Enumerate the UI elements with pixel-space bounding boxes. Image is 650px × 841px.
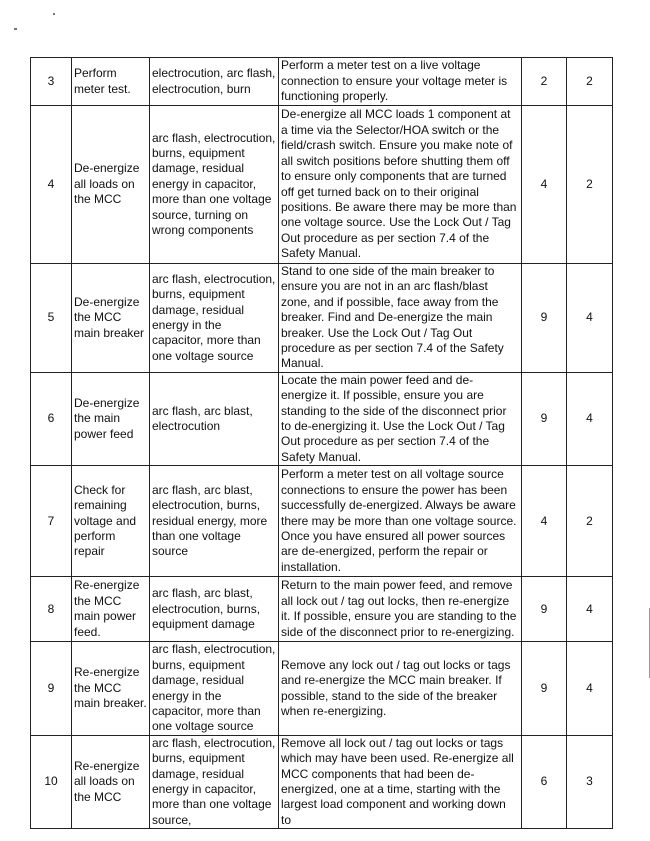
step-number: 6 [31,372,72,465]
hazards: electrocution, arc flash, electrocution, burn [150,58,279,106]
rating-before: 9 [522,642,567,735]
scan-speck [14,28,17,30]
job-step: De-energize all loads on the MCC [72,106,150,264]
rating-before: 4 [522,106,567,264]
scan-speck [53,13,55,15]
rating-after: 4 [567,372,613,465]
step-number: 9 [31,642,72,735]
job-step: De-energize the MCC main breaker [72,264,150,373]
table-row [31,106,613,264]
rating-after: 2 [567,466,613,577]
job-step: De-energize the main power feed [72,372,150,465]
rating-after: 2 [567,58,613,106]
step-number: 8 [31,577,72,642]
hazards: arc flash, arc blast, electrocution, burns, equipment damage [150,577,279,642]
job-step: Re-energize all loads on the MCC [72,735,150,828]
step-number: 5 [31,264,72,373]
hazards: arc flash, electrocution, burns, equipment damage, residual energy in capacitor, more than one voltage source, [150,735,279,828]
rating-before: 9 [522,372,567,465]
rating-before: 6 [522,735,567,828]
controls: De-energize all MCC loads 1 component at a time via the Selector/HOA switch or the field/crash switch. Ensure you make note of all switch positions before shutting them off to ensure only components that are turned off get turned back on to their original positions. Be aware there may be more than one voltage source. Use the Lock Out / Tag Out procedure as per section 7.4 of the Safety Manual. [279,106,522,264]
controls: Return to the main power feed, and remove all lock out / tag out locks, then re-energize it. If possible, ensure you are standing to the side of the disconnect prior to re-energizing. [279,577,522,642]
step-number: 4 [31,106,72,264]
rating-before: 4 [522,466,567,577]
controls: Remove all lock out / tag out locks or tags which may have been used. Re-energize all MCC components that had been de-energized, one at a time, starting with the largest load component and working down to [279,735,522,828]
controls: Remove any lock out / tag out locks or tags and re-energize the MCC main breaker. If possible, stand to the side of the breaker when re-energizing. [279,642,522,735]
table-row [31,58,613,106]
hazards: arc flash, electrocution, burns, equipment damage, residual energy in capacitor, more than one voltage source, turning on wrong components [150,106,279,264]
table-row [31,466,613,577]
job-step: Re-energize the MCC main breaker. [72,642,150,735]
controls: Perform a meter test on a live voltage connection to ensure your voltage meter is functioning properly. [279,58,522,106]
rating-after: 4 [567,642,613,735]
table-row [31,264,613,373]
rating-after: 4 [567,264,613,373]
job-step: Check for remaining voltage and perform repair [72,466,150,577]
controls: Stand to one side of the main breaker to ensure you are not in an arc flash/blast zone, and if possible, face away from the breaker. Find and De-energize the main breaker. Use the Lock Out / Tag Out procedure as per section 7.4 of the Safety Manual. [279,264,522,373]
rating-before: 9 [522,577,567,642]
job-step: Re-energize the MCC main power feed. [72,577,150,642]
job-step: Perform meter test. [72,58,150,106]
rating-before: 9 [522,264,567,373]
step-number: 3 [31,58,72,106]
table-row [31,642,613,735]
step-number: 10 [31,735,72,828]
table-row [31,372,613,465]
rating-after: 4 [567,577,613,642]
controls: Locate the main power feed and de-energize it. If possible, ensure you are standing to the side of the disconnect prior to de-energizing it. Use the Lock Out / Tag Out procedure as per section 7.4 of the Safety Manual. [279,372,522,465]
hazards: arc flash, electrocution, burns, equipment damage, residual energy in the capacitor, more than one voltage source [150,642,279,735]
hazards: arc flash, electrocution, burns, equipment damage, residual energy in the capacitor, more than one voltage source [150,264,279,373]
rating-before: 2 [522,58,567,106]
step-number: 7 [31,466,72,577]
hazards: arc flash, arc blast, electrocution [150,372,279,465]
controls: Perform a meter test on all voltage source connections to ensure the power has been successfully de-energized. Always be aware there may be more than one voltage source. Once you have ensured all power sources are de-energized, perform the repair or installation. [279,466,522,577]
table-row [31,577,613,642]
hazards: arc flash, arc blast, electrocution, burns, residual energy, more than one voltage source [150,466,279,577]
job-hazard-analysis-table [30,57,613,829]
table-row [31,735,613,828]
rating-after: 3 [567,735,613,828]
rating-after: 2 [567,106,613,264]
